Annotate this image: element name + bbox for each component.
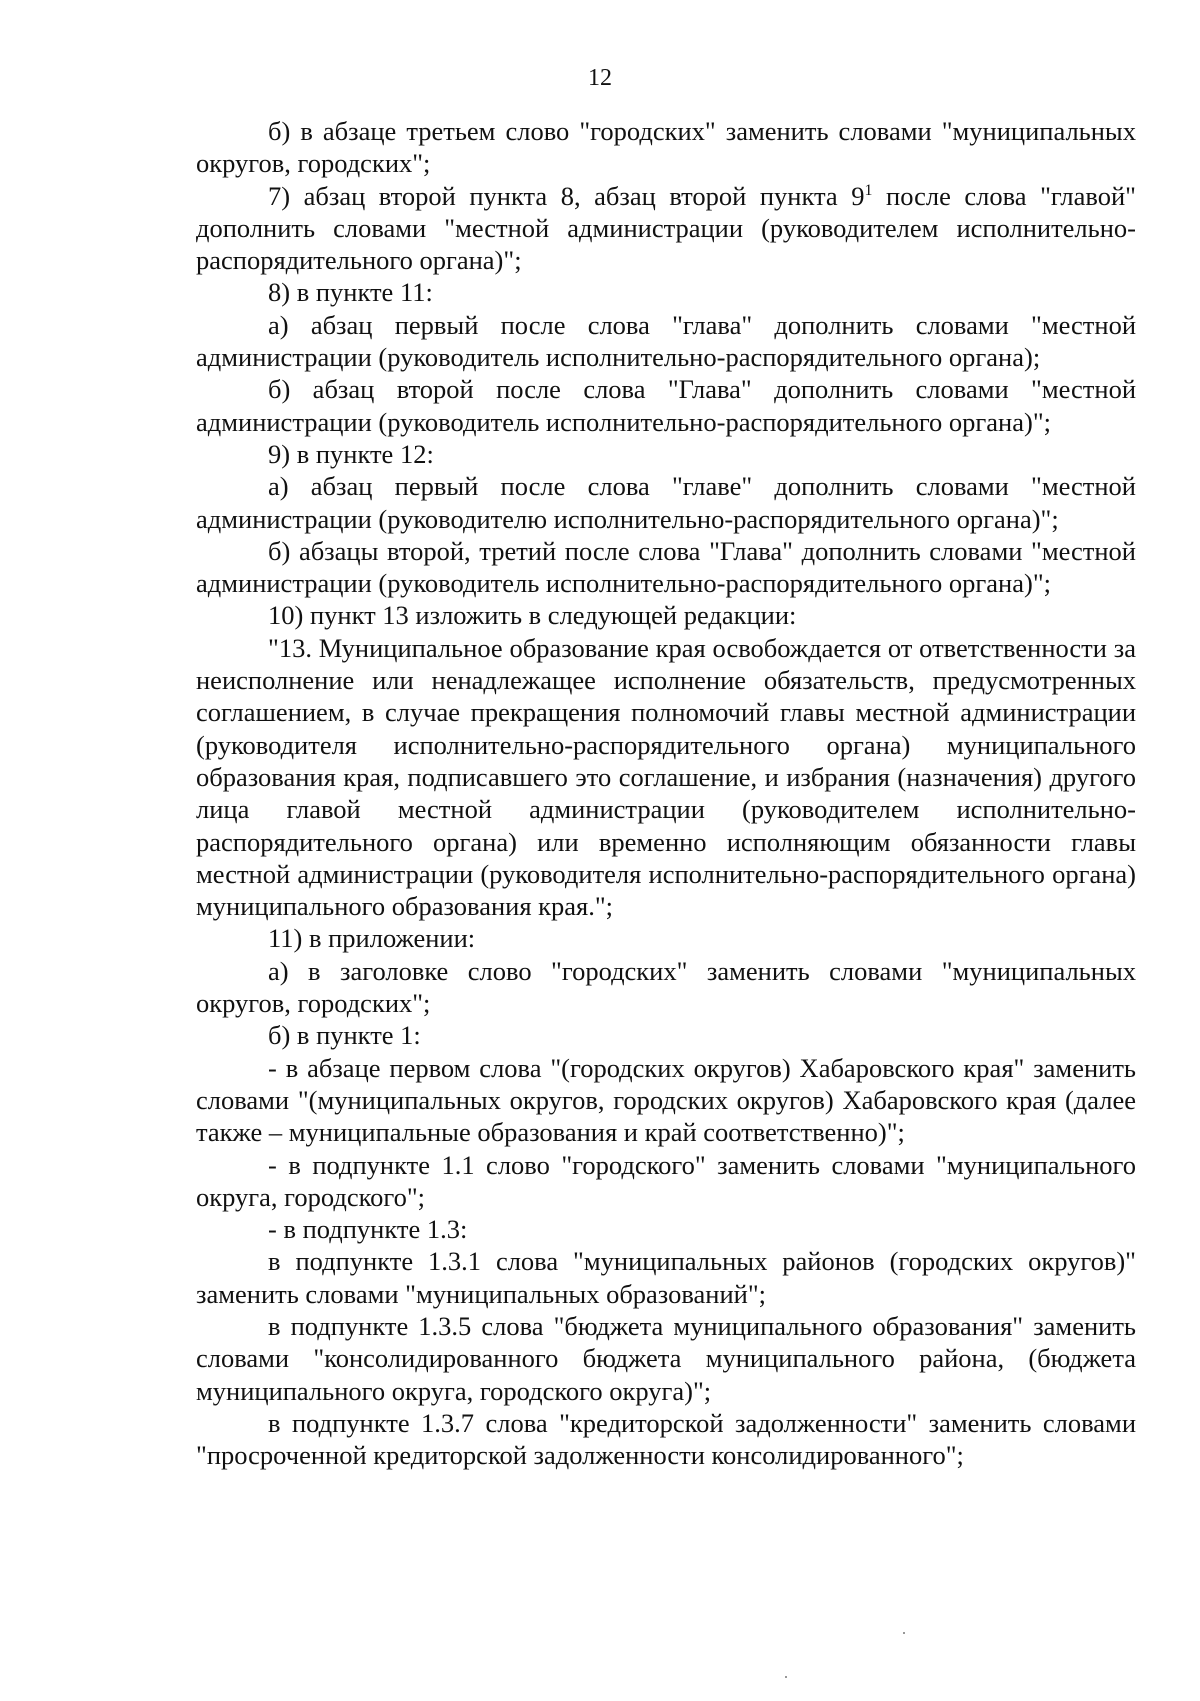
paragraph: 9) в пункте 12:: [268, 438, 434, 469]
scan-speck: [785, 1676, 787, 1678]
paragraph-text: 7) абзац второй пункта 8, абзац второй пункта 9: [268, 180, 865, 211]
paragraph: в подпункте 1.3.1 слова "муниципальных районов (городских округов)" заменить словами "муниципальных образований";: [196, 1246, 1136, 1309]
paragraph: а) абзац первый после слова "глава" дополнить словами "местной администрации (руководитель исполнительно-распорядительного органа);: [196, 309, 1136, 373]
paragraph: [196, 180, 1136, 277]
paragraph: б) в пункте 1:: [268, 1020, 421, 1051]
paragraph: - в подпункте 1.3:: [268, 1214, 468, 1245]
paragraph: в подпункте 1.3.5 слова "бюджета муниципального образования" заменить словами "консолидированного бюджета муниципального района, (бюджета муниципального округа, городского округа)";: [196, 1310, 1136, 1406]
paragraph: 8) в пункте 11:: [268, 277, 433, 308]
paragraph: - в подпункте 1.1 слово "городского" заменить словами "муниципального округа, городского";: [196, 1149, 1136, 1212]
paragraph: "13. Муниципальное образование края освобождается от ответственности за неисполнение или ненадлежащее исполнение обязательств, предусмотренных соглашением, в случае прекращения полномочий главы местной администрации (руководителя исполнительно-распорядительного органа) муниципального образования края, подписавшего это соглашение, и избрания (назначения) другого лица главой местной администрации (руководителем исполнительно-распорядительного органа) или временно исполняющим обязанности главы местной администрации (руководителя исполнительно-распорядительного органа) муниципального образования края.";: [196, 632, 1136, 922]
paragraph: б) в абзаце третьем слово "городских" заменить словами "муниципальных округов, городских";: [196, 116, 1136, 179]
document-body: [196, 115, 1136, 1471]
paragraph: - в абзаце первом слова "(городских округов) Хабаровского края" заменить словами "(муниципальных округов, городских округов) Хабаровского края (далее также – муниципальные образования и край соответственно)";: [196, 1052, 1136, 1148]
paragraph: б) абзац второй после слова "Глава" дополнить словами "местной администрации (руководитель исполнительно-распорядительного органа)";: [196, 374, 1136, 437]
paragraph: 10) пункт 13 изложить в следующей редакции:: [268, 600, 797, 631]
paragraph: а) абзац первый после слова "главе" дополнить словами "местной администрации (руководителю исполнительно-распорядительного органа)";: [196, 471, 1136, 534]
superscript: 1: [864, 181, 873, 199]
paragraph: в подпункте 1.3.7 слова "кредиторской задолженности" заменить словами "просроченной кредиторской задолженности консолидированного";: [196, 1407, 1136, 1471]
paragraph: 11) в приложении:: [268, 923, 476, 954]
paragraph: б) абзацы второй, третий после слова "Глава" дополнить словами "местной администрации (руководитель исполнительно-распорядительного органа)";: [196, 535, 1136, 599]
page-number: 12: [588, 65, 612, 91]
paragraph-text: после слова "главой" дополнить словами "местной администрации (руководителем исполнительно-распорядительного органа)";: [196, 180, 1136, 276]
scan-speck: [903, 1632, 905, 1634]
paragraph: а) в заголовке слово "городских" заменить словами "муниципальных округов, городских";: [196, 955, 1136, 1019]
